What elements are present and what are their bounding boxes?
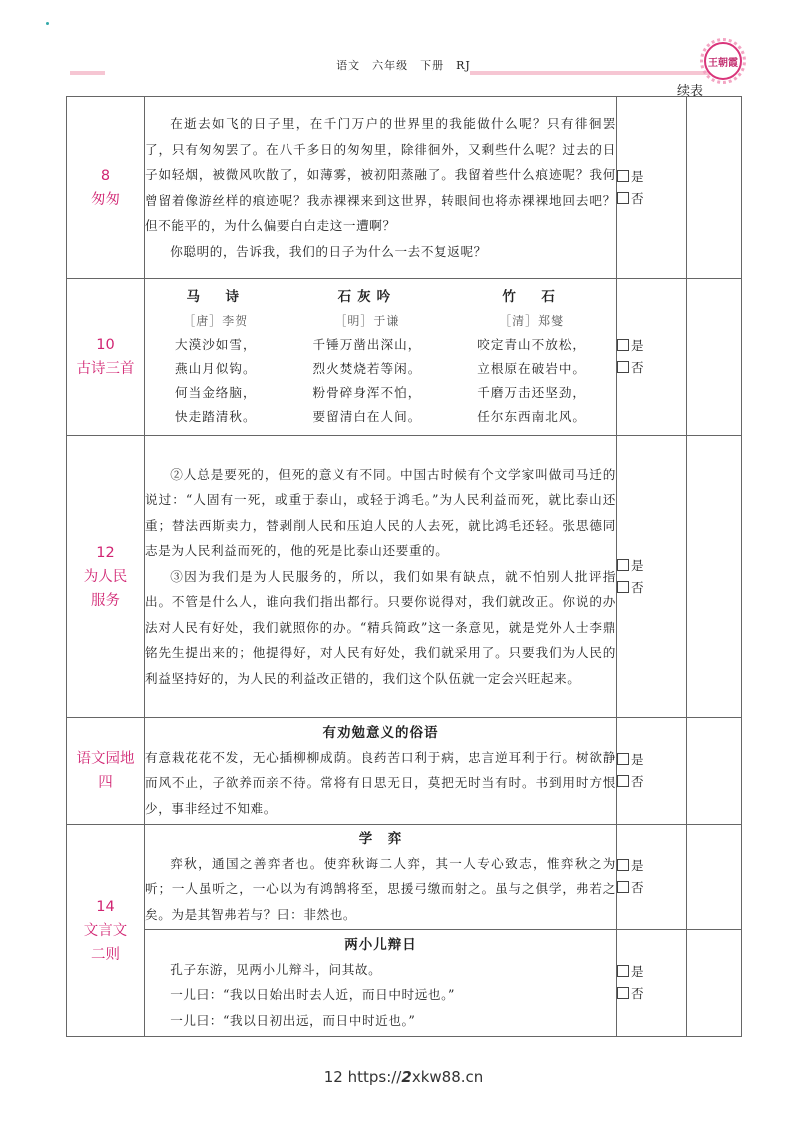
lesson-name-cont: 四	[98, 775, 113, 791]
poem	[477, 285, 586, 429]
poem-line: 烈火焚烧若等闲。	[312, 361, 422, 376]
recitation-table	[66, 96, 742, 1037]
yes-label: 是	[631, 338, 644, 353]
poem-author: ［清］郑燮	[499, 314, 565, 328]
poem-line: 立根原在破岩中。	[477, 361, 586, 376]
table-row	[67, 97, 742, 279]
lesson-cell	[67, 436, 145, 718]
blank-cell	[687, 825, 742, 930]
lesson-cell	[67, 279, 145, 436]
poem-line: 千锤万凿出深山，	[312, 337, 422, 352]
continued-label: 续表	[677, 84, 704, 99]
poem-line: 千磨万击还坚劲，	[477, 385, 586, 400]
footer-url-mark: 2	[401, 1068, 412, 1086]
no-label: 否	[631, 986, 644, 1001]
yes-label: 是	[631, 752, 644, 767]
check-options	[617, 279, 687, 436]
page-number: 12	[323, 1068, 343, 1086]
decorative-dot	[46, 22, 49, 25]
paragraph: ③因为我们是为人民服务的，所以，我们如果有缺点，就不怕别人批评指出。不管是什么人，谁向我们指出都行。只要你说得对，我们就改正。你说的办法对人民有好处，我们就照你的办。“精兵简政”这一条意见，就是党外人士李鼎铭先生提出来的；他提得好，对人民有好处，我们就采用了。只要我们为人民的利益坚持好的，为人民的利益改正错的，我们这个队伍就一定会兴旺起来。	[145, 568, 616, 686]
yes-label: 是	[631, 964, 644, 979]
yes-label: 是	[631, 858, 644, 873]
section-title: 两小儿辩日	[344, 936, 417, 953]
poem-line: 快走踏清秋。	[175, 409, 257, 424]
footer-url-domain: xkw88.cn	[411, 1068, 484, 1086]
no-checkbox[interactable]	[617, 881, 629, 893]
poems	[145, 283, 616, 431]
yes-checkbox[interactable]	[617, 170, 629, 182]
section-title: 学 弈	[358, 830, 403, 847]
lesson-name: 匆匆	[91, 191, 120, 208]
table-row	[67, 436, 742, 718]
text-cell	[145, 436, 617, 718]
paragraph: 一儿曰：“我以日始出时去人近，而日中时远也。”	[170, 987, 456, 1003]
blank-cell	[687, 97, 742, 279]
section-title: 有劝勉意义的俗语	[322, 724, 439, 741]
poem-line: 燕山月似钩。	[175, 361, 257, 376]
page-header	[0, 55, 807, 75]
no-label: 否	[631, 774, 644, 789]
lesson-number: 14	[96, 898, 115, 915]
table-row	[67, 718, 742, 825]
yes-checkbox[interactable]	[617, 339, 629, 351]
paragraph: 有意栽花花不发，无心插柳柳成荫。良药苦口利于病，忠言逆耳利于行。树欲静而风不止，子欲养而亲不待。常将有日思无日，莫把无时当有时。书到用时方恨少，事非经过不知难。	[145, 749, 616, 816]
poem-title: 石灰吟	[337, 289, 397, 305]
lesson-name: 为人民	[83, 568, 128, 585]
lesson-name: 古诗三首	[76, 361, 135, 377]
lesson-cell	[67, 97, 145, 279]
yes-checkbox[interactable]	[617, 965, 629, 977]
lesson-name: 文言文	[83, 922, 128, 939]
poem-title: 马 诗	[186, 289, 246, 305]
poem	[313, 285, 422, 429]
text-cell	[145, 825, 617, 930]
paragraph: 你聪明的，告诉我，我们的日子为什么一去不复返呢？	[170, 243, 487, 259]
table-row	[67, 279, 742, 436]
blank-cell	[687, 930, 742, 1037]
no-checkbox[interactable]	[617, 987, 629, 999]
no-checkbox[interactable]	[617, 775, 629, 787]
text-cell	[145, 718, 617, 825]
poem-line: 粉骨碎身浑不怕，	[312, 385, 422, 400]
no-label: 否	[631, 579, 644, 595]
poem-author: ［唐］李贺	[183, 314, 249, 328]
poem-title: 竹 石	[502, 289, 561, 305]
paragraph: 一儿曰：“我以日初出远，而日中时近也。”	[170, 1012, 416, 1028]
poem-line: 大漠沙如雪，	[175, 337, 257, 352]
poem-author: ［明］于谦	[334, 314, 400, 328]
text-cell	[145, 930, 617, 1037]
yes-checkbox[interactable]	[617, 559, 629, 571]
lesson-cell	[67, 718, 145, 825]
yes-label: 是	[631, 168, 644, 184]
table-row	[67, 930, 742, 1037]
text-cell	[145, 97, 617, 279]
check-options	[617, 97, 687, 279]
no-label: 否	[631, 190, 644, 206]
no-checkbox[interactable]	[617, 192, 629, 204]
paragraph: 孔子东游，见两小儿辩斗，问其故。	[170, 961, 382, 977]
blank-cell	[687, 718, 742, 825]
check-options	[617, 718, 687, 825]
lesson-name: 语文园地	[76, 751, 135, 767]
yes-label: 是	[631, 557, 644, 573]
yes-checkbox[interactable]	[617, 859, 629, 871]
lesson-number: 8	[100, 167, 111, 184]
lesson-number: 10	[96, 337, 115, 353]
logo-text: 王朝霞	[708, 57, 738, 69]
text-cell	[145, 279, 617, 436]
no-checkbox[interactable]	[617, 581, 629, 593]
paragraph: ②人总是要死的，但死的意义有不同。中国古时候有个文学家叫做司马迁的说过：“人固有一死，或重于泰山，或轻于鸿毛。”为人民利益而死，就比泰山还重；替法西斯卖力，替剥削人民和压迫人民的人去死，就比鸿毛还轻。张思德同志是为人民利益而死的，他的死是比泰山还要重的。	[145, 466, 616, 559]
no-label: 否	[631, 880, 644, 895]
no-checkbox[interactable]	[617, 361, 629, 373]
table-row	[67, 825, 742, 930]
poem-line: 咬定青山不放松，	[477, 337, 586, 352]
check-options	[617, 930, 687, 1037]
brand-logo	[704, 42, 742, 80]
poem	[175, 285, 257, 429]
lesson-name-cont: 服务	[91, 592, 120, 609]
footer-url-prefix: https://	[347, 1068, 402, 1086]
blank-cell	[687, 279, 742, 436]
paragraph: 在逝去如飞的日子里，在千门万户的世界里的我能做什么呢？只有徘徊罢了，只有匆匆罢了。在八千多日的匆匆里，除徘徊外，又剩些什么呢？过去的日子如轻烟，被微风吹散了，如薄雾，被初阳蒸融了。我留着些什么痕迹呢？我何曾留着像游丝样的痕迹呢？我赤裸裸来到这世界，转眼间也将赤裸裸地回去吧？但不能平的，为什么偏要白白走这一遭啊？	[145, 116, 616, 233]
yes-checkbox[interactable]	[617, 753, 629, 765]
blank-cell	[687, 436, 742, 718]
page-footer	[0, 1068, 807, 1086]
paragraph: 弈秋，通国之善弈者也。使弈秋诲二人弈，其一人专心致志，惟弈秋之为听；一人虽听之，一心以为有鸿鹄将至，思援弓缴而射之。虽与之俱学，弗若之矣。为是其智弗若与？曰：非然也。	[145, 855, 616, 922]
poem-line: 任尔东西南北风。	[477, 409, 586, 424]
header-text: 语文 六年级 下册 RJ	[336, 59, 471, 72]
lesson-number: 12	[96, 544, 115, 561]
lesson-name-cont: 二则	[91, 946, 120, 963]
check-options	[617, 436, 687, 718]
no-label: 否	[631, 360, 644, 375]
check-options	[617, 825, 687, 930]
poem-line: 要留清白在人间。	[312, 409, 422, 424]
lesson-cell	[67, 825, 145, 1037]
poem-line: 何当金络脑，	[175, 385, 257, 400]
